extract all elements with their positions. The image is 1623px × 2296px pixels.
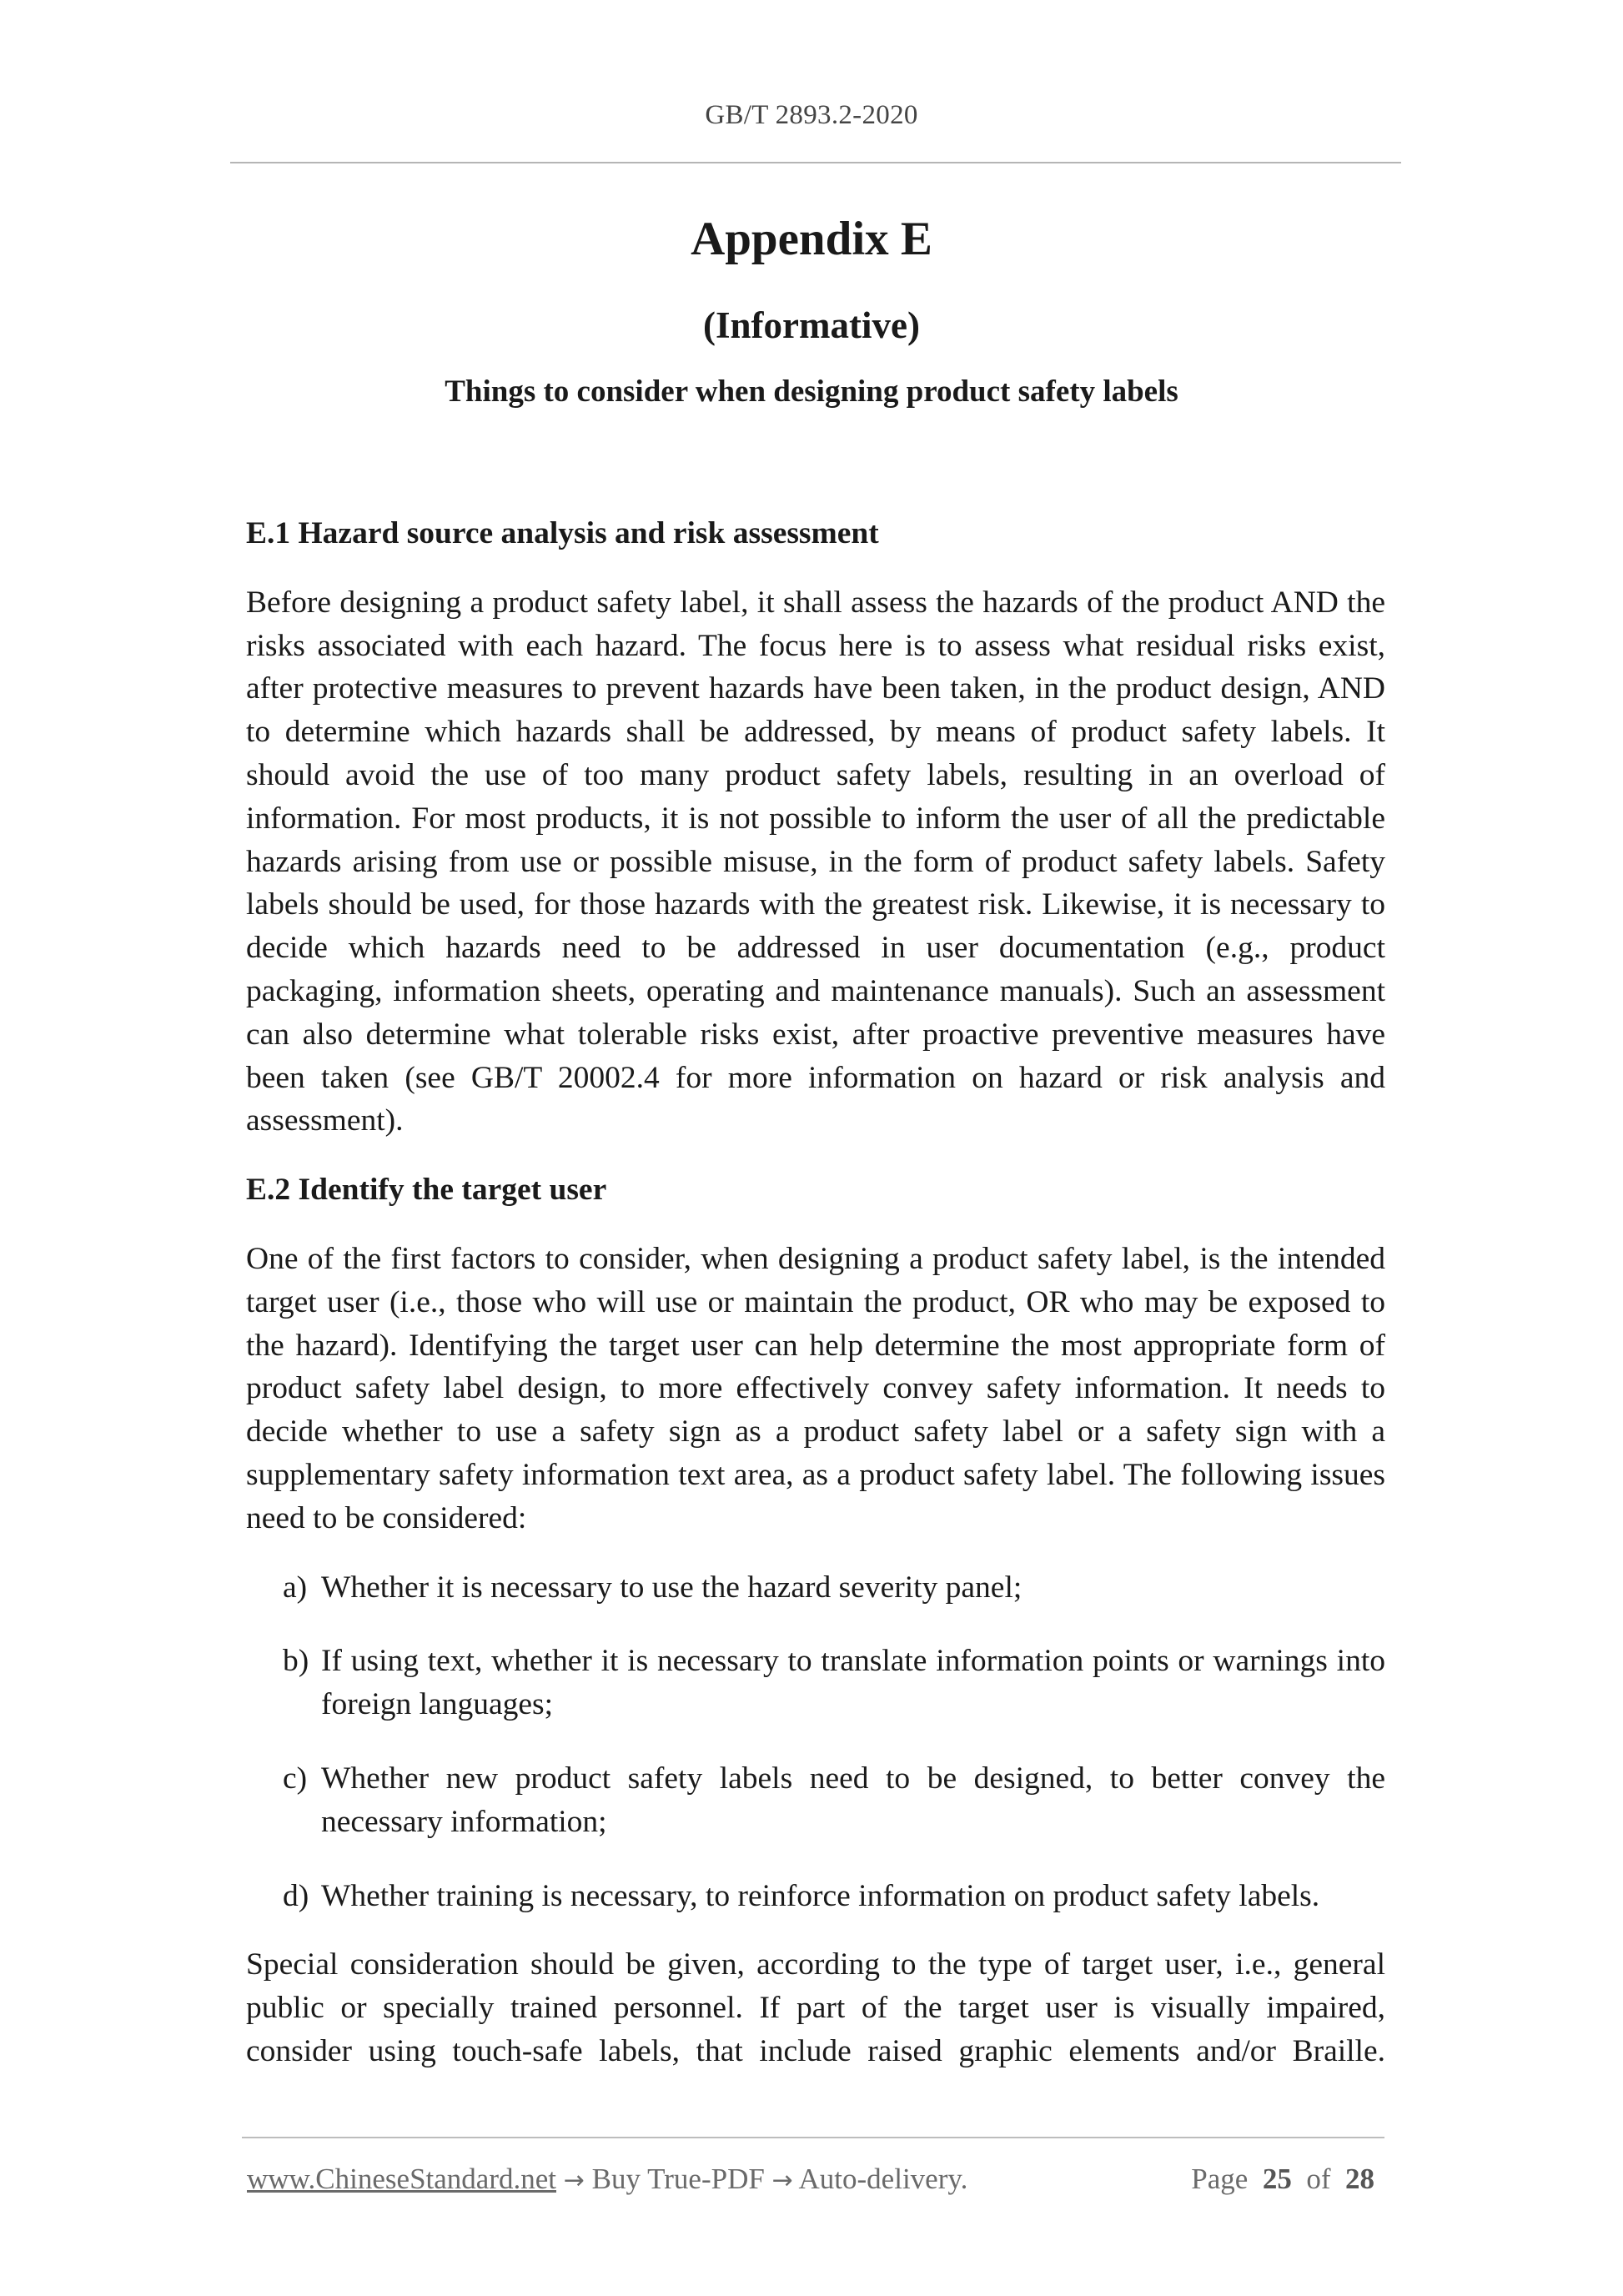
section-paragraph: Special consideration should be given, according to the type of target user, i.e., general public or specially trained personnel. If part of the target user is visually impaired, consider using touch-safe labels, that include raised graphic elements and/or Braille. [246,1947,1385,2068]
list-item-text: Whether new product safety labels need to be designed, to better convey the necessary information; [321,1761,1385,1839]
list-item-text: Whether it is necessary to use the hazard severity panel; [321,1570,1023,1605]
section-heading: E.2 Identify the target user [246,1173,607,1208]
current-page-number: 25 [1262,2163,1292,2195]
page-header: GB/T 2893.2-2020 [705,100,918,130]
auto-delivery-text: Auto-delivery. [798,2163,968,2195]
list-item-text: Whether training is necessary, to reinforce information on product safety labels. [321,1878,1320,1913]
header-divider [230,162,1401,163]
appendix-subtitle: Things to consider when designing product safety labels [445,374,1178,409]
list-item [246,1640,1385,1726]
appendix-title: Appendix E [691,213,932,265]
page-footer [247,2163,1383,2196]
list-marker: b) [283,1644,309,1679]
list-marker: c) [283,1761,308,1796]
list-marker: d) [283,1878,309,1913]
section-heading: E.1 Hazard source analysis and risk assessment [246,516,879,550]
list-item [246,1875,1385,1918]
buy-true-pdf-link[interactable]: Buy True-PDF [591,2163,765,2195]
considerations-list [246,1566,1385,1918]
appendix-type: (Informative) [703,304,920,346]
section-e1 [246,512,1385,1143]
section-paragraph: One of the first factors to consider, when designing a product safety label, is the intended target user (i.e., those who will use or maintain the product, OR who may be exposed to the hazard). Identifying the target user can help determine the most appropriate form of product safety label design, to more effectively convey safety information. It needs to decide whether to use a safety sign as a product safety label or a safety sign with a supplementary safety information text area, as a product safety label. The following issues need to be considered: [246,1241,1385,1535]
arrow-right-icon: → [771,2166,793,2195]
page-label: Page [1191,2163,1249,2195]
document-body [246,512,1385,2073]
list-item-text: If using text, whether it is necessary to translate information points or warnings into foreign languages; [321,1644,1385,1722]
of-label: of [1306,2163,1331,2195]
list-item [246,1757,1385,1844]
list-marker: a) [283,1570,308,1605]
site-link[interactable]: www.ChineseStandard.net [247,2163,556,2195]
list-item [246,1566,1385,1610]
section-paragraph: Before designing a product safety label, it shall assess the hazards of the product AND the risks associated with each hazard. The focus here is to assess what residual risks exist, after protective measures to prevent hazards have been taken, in the product design, AND to determine which hazards shall be addressed, by means of product safety labels. It should avoid the use of too many product safety labels, resulting in an overload of information. For most products, it is not possible to inform the user of all the predictable hazards arising from use or possible misuse, in the form of product safety labels. Safety labels should be used, for those hazards with the greatest risk. Likewise, it is necessary to decide which hazards need to be addressed in user documentation (e.g., product packaging, information sheets, operating and maintenance manuals). Such an assessment can also determine what tolerable risks exist, after proactive preventive measures have been taken (see GB/T 20002.4 for more information on hazard or risk analysis and assessment). [246,585,1385,1138]
total-page-number: 28 [1345,2163,1374,2195]
section-e2 [246,1168,1385,2073]
footer-divider [242,2137,1384,2138]
page-indicator [1191,2163,1374,2196]
arrow-right-icon: → [563,2166,585,2195]
